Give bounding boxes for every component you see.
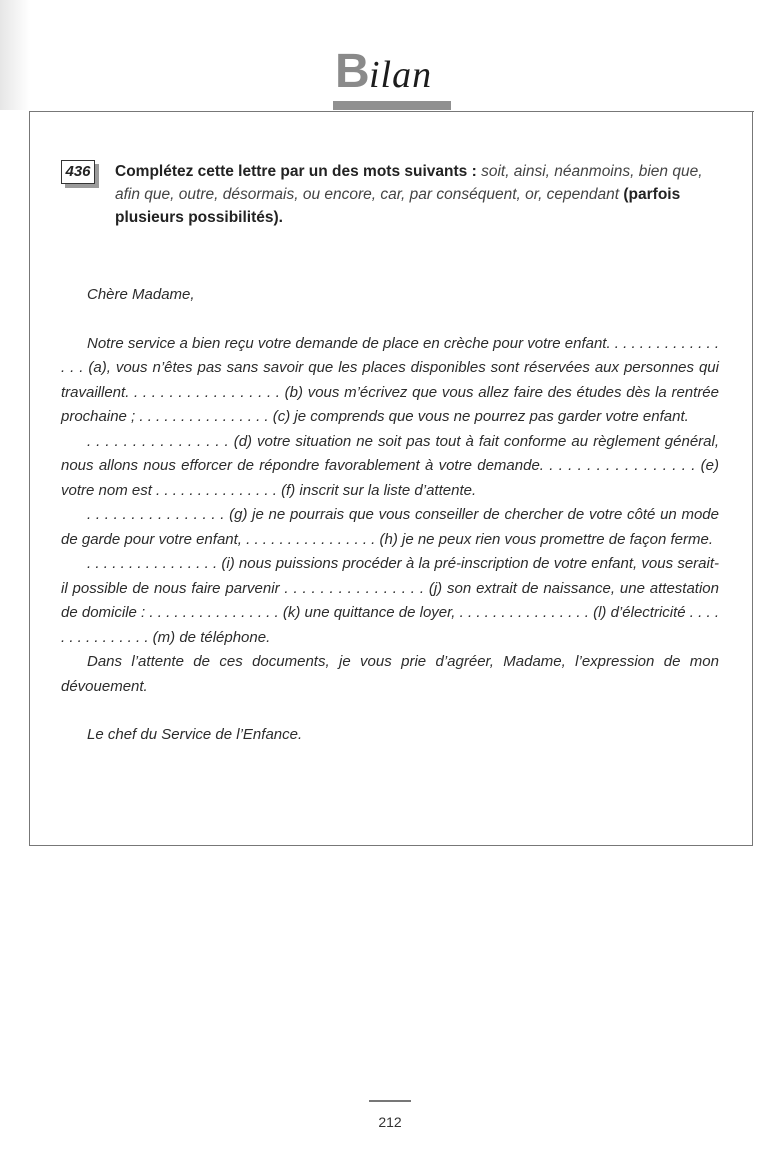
page-title-rest: ilan — [369, 54, 433, 96]
letter-paragraph-4: . . . . . . . . . . . . . . . . (i) nous puissions procéder à la pré-inscription de votre enfant, vous serait-il possible de nous faire parvenir . . . . . . . . . . . . . . . . (j) son extrait de naissance, une attestation de domicile : . . . . . . . . . . . . . . . . (k) une quittance de loyer, . . . . . . . . . . . . . . . . (l) d’électricité . . . . . . . . . . . . . . . (m) de téléphone. — [61, 555, 719, 646]
scan-edge-shading — [0, 0, 30, 110]
exercise-instruction — [115, 160, 723, 229]
letter-signature: Le chef du Service de l’Enfance. — [87, 726, 303, 743]
page-title-initial: B — [335, 45, 370, 98]
page-number-rule — [369, 1100, 411, 1102]
page-title — [335, 46, 455, 98]
letter-paragraph-5: Dans l’attente de ces documents, je vous prie d’agréer, Madame, l’expression de mon dévouement. — [61, 653, 719, 695]
letter-salutation: Chère Madame, — [87, 286, 195, 303]
instruction-note: (parfois plusieurs possibilités). — [115, 186, 681, 226]
letter-paragraph-1: Notre service a bien reçu votre demande de place en crèche pour votre enfant. . . . . . . . . . . . . . . . . (a), vous n’êtes pas sans savoir que les places disponibles sont réservées aux personnes qui travaillent. . . . . . . . . . . . . . . . . . (b) vous m’écrivez que vous allez faire des études dès la rentrée prochaine ; . . . . . . . . . . . . . . . . (c) je comprends que vous ne pourrez pas garder votre enfant. — [61, 334, 719, 425]
title-underline-bar — [333, 101, 451, 110]
instruction-text: Complétez cette lettre par un des mots suivants : — [115, 163, 477, 180]
letter-body — [61, 283, 719, 748]
word-list: soit, ainsi, néanmoins, bien que, afin que, outre, désormais, ou encore, car, par conséquent, or, cependant — [115, 163, 703, 203]
exercise-number: 436 — [61, 160, 95, 184]
letter-paragraph-2: . . . . . . . . . . . . . . . . (d) votre situation ne soit pas tout à fait conforme au règlement général, nous allons nous efforcer de répondre favorablement à votre demande. . . . . . . . . . . . . . . . . (e) votre nom est . . . . . . . . . . . . . . . (f) inscrit sur la liste d’attente. — [61, 432, 719, 499]
letter-paragraph-3: . . . . . . . . . . . . . . . . (g) je ne pourrais que vous conseiller de chercher de votre côté un mode de garde pour votre enfant, . . . . . . . . . . . . . . . . (h) je ne peux rien vous promettre de façon ferme. — [61, 506, 719, 548]
page-number: 212 — [378, 1114, 402, 1130]
